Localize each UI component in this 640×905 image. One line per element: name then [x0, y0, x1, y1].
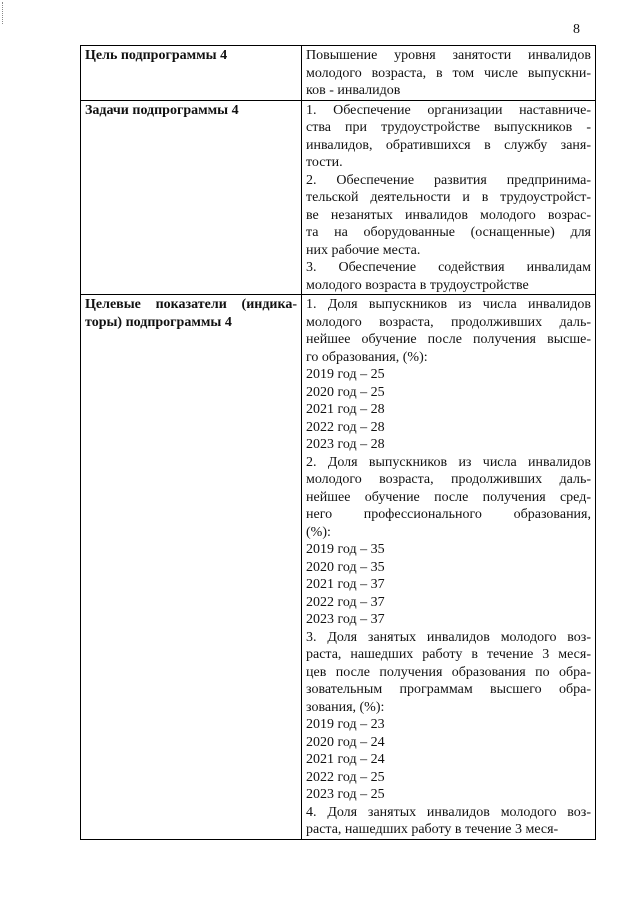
content-line: 2022 год – 37 — [306, 594, 385, 610]
content-line: 2019 год – 25 — [306, 367, 385, 382]
content-line: Повышение уровня занятости инвалидов — [306, 48, 591, 63]
table-row — [81, 295, 596, 840]
content-line: 2020 год – 35 — [306, 559, 385, 575]
label-line: торы) подпрограммы 4 — [85, 314, 232, 330]
label-line: Целевые показатели (индика- — [85, 297, 297, 312]
content-line: раста, нашедших работу в течение 3 меся- — [306, 647, 591, 662]
content-line: 3. Доля занятых инвалидов молодого воз- — [306, 629, 591, 645]
content-line: молодого возраста, продолживших даль- — [306, 472, 591, 487]
content-line: него профессионального образования, — [306, 507, 591, 522]
content-line: (%): — [306, 524, 331, 540]
content-line: инвалидов, обратившихся в службу заня- — [306, 137, 591, 153]
content-line: 2021 год – 37 — [306, 577, 385, 592]
table-row — [81, 100, 596, 295]
content-line: ства при трудоустройстве выпускников - — [306, 120, 591, 135]
content-line: 2022 год – 28 — [306, 419, 385, 435]
content-line: го образования, (%): — [306, 349, 428, 365]
label-line: Задачи подпрограммы 4 — [85, 102, 239, 118]
label-line: Цель подпрограммы 4 — [85, 48, 228, 63]
content-line: раста, нашедших работу в течение 3 меся- — [306, 822, 559, 837]
page-number: 8 — [573, 22, 580, 37]
content-line: 2019 год – 35 — [306, 542, 385, 557]
content-line: молодого возраста, продолживших даль- — [306, 314, 591, 330]
row-content — [302, 295, 596, 840]
content-line: молодого возраста в трудоустройстве — [306, 277, 529, 293]
content-line: нейшее обучение после получения высше- — [306, 332, 591, 347]
content-line: нейшее обучение после получения сред- — [306, 489, 591, 505]
row-label — [81, 100, 302, 295]
content-line: 2. Доля выпускников из числа инвалидов — [306, 454, 591, 470]
subprogram-table — [80, 45, 596, 840]
content-line: 2021 год – 24 — [306, 752, 385, 767]
content-line: 2020 год – 24 — [306, 734, 385, 750]
content-line: тости. — [306, 155, 343, 170]
content-line: 2021 год – 28 — [306, 402, 385, 417]
table-row — [81, 46, 596, 101]
content-line: 3. Обеспечение содействия инвалидам — [306, 260, 591, 275]
content-line: 1. Доля выпускников из числа инвалидов — [306, 297, 591, 312]
row-label — [81, 46, 302, 101]
content-line: 1. Обеспечение организации наставниче- — [306, 102, 591, 118]
content-line: 2023 год – 37 — [306, 612, 385, 627]
table-body — [81, 46, 596, 840]
content-line: ве незанятых инвалидов молодого возрас- — [306, 207, 591, 223]
content-line: 2023 год – 25 — [306, 787, 385, 802]
content-line: 2019 год – 23 — [306, 717, 385, 732]
content-line: 4. Доля занятых инвалидов молодого воз- — [306, 804, 591, 820]
content-line: тельской деятельности и в трудоустройст- — [306, 190, 591, 205]
content-line: молодого возраста, в том числе выпускни- — [306, 65, 591, 81]
scan-edge-mark — [2, 2, 5, 24]
content-line: 2022 год – 25 — [306, 769, 385, 785]
content-line: зования, (%): — [306, 699, 385, 715]
content-line: цев после получения образования по обра- — [306, 664, 591, 680]
content-line: 2. Обеспечение развития предпринима- — [306, 172, 591, 188]
content-line: зовательным программам высшего обра- — [306, 682, 591, 697]
content-line: ков - инвалидов — [306, 83, 401, 98]
content-line: та на оборудованные (оснащенные) для — [306, 225, 591, 240]
row-label — [81, 295, 302, 840]
content-line: них рабочие места. — [306, 242, 421, 258]
row-content — [302, 100, 596, 295]
row-content — [302, 46, 596, 101]
content-line: 2023 год – 28 — [306, 437, 385, 452]
content-line: 2020 год – 25 — [306, 384, 385, 400]
